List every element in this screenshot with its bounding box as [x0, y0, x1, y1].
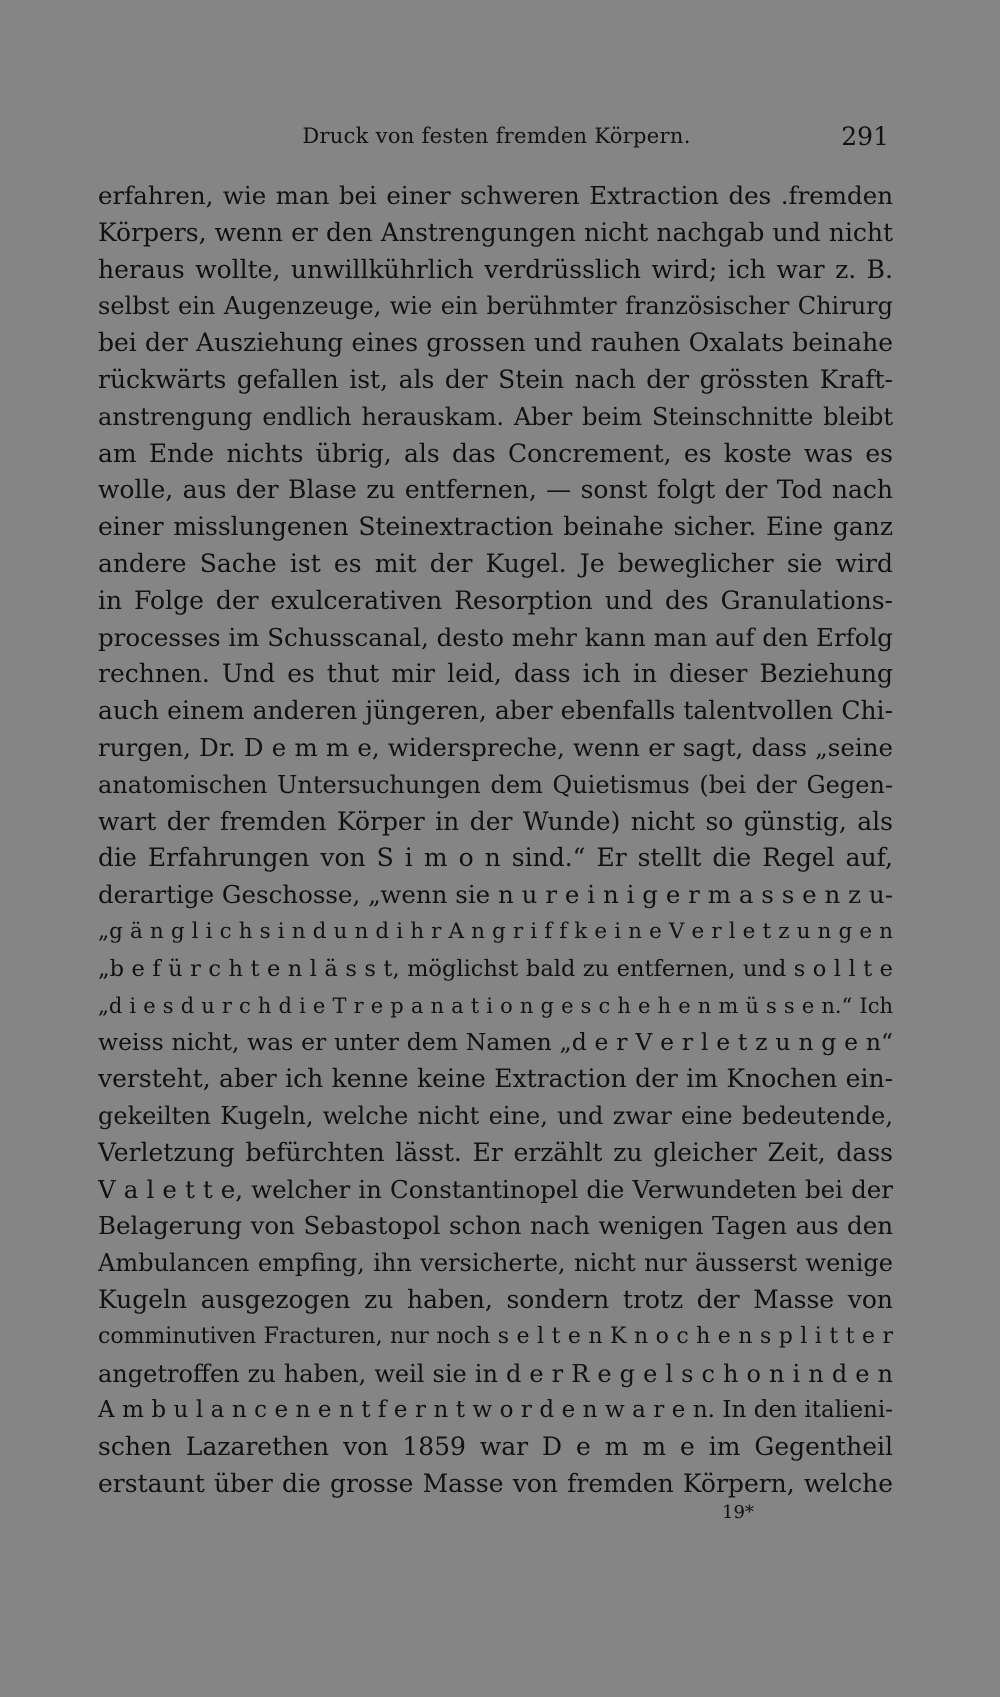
- text-line: weiss nicht, was er unter dem Namen „d e r V e r l e t z u n g e n“: [98, 1028, 893, 1057]
- text-line: schen Lazarethen von 1859 war D e m m e im Gegentheil: [98, 1432, 893, 1462]
- text-line: Belagerung von Sebastopol schon nach wenigen Tagen aus den: [98, 1211, 893, 1241]
- text-line: rurgen, Dr. D e m m e, widerspreche, wenn er sagt, dass „seine: [98, 732, 893, 762]
- text-line: rechnen. Und es thut mir leid, dass ich in dieser Beziehung: [98, 659, 893, 689]
- text-line: Verletzung befürchten lässt. Er erzählt zu gleicher Zeit, dass: [98, 1137, 893, 1167]
- text-line: rückwärts gefallen ist, als der Stein nach der grössten Kraft-: [98, 364, 893, 394]
- text-line: bei der Ausziehung eines grossen und rauhen Oxalats beinahe: [98, 328, 893, 358]
- text-line: auch einem anderen jüngeren, aber ebenfalls talentvollen Chi-: [98, 696, 893, 726]
- text-line: versteht, aber ich kenne keine Extraction der im Knochen ein-: [98, 1064, 893, 1094]
- page-number: 291: [841, 122, 889, 151]
- text-line: heraus wollte, unwillkührlich verdrüsslich wird; ich war z. B.: [98, 254, 893, 284]
- text-line: wolle, aus der Blase zu entfernen, — sonst folgt der Tod nach: [98, 475, 893, 505]
- running-head: [100, 122, 893, 154]
- text-line: „b e f ü r c h t e n l ä s s t, möglichst bald zu entfernen, und s o l l t e: [98, 955, 893, 982]
- page-title: Druck von festen fremden Körpern.: [302, 124, 691, 148]
- text-line: gekeilten Kugeln, welche nicht eine, und zwar eine bedeutende,: [98, 1101, 893, 1130]
- text-line: erstaunt über die grosse Masse von fremden Körpern, welche: [98, 1468, 893, 1498]
- text-line: anatomischen Untersuchungen dem Quietismus (bei der Gegen-: [98, 770, 893, 799]
- text-line: einer misslungenen Steinextraction beinahe sicher. Eine ganz: [98, 512, 893, 542]
- text-line: erfahren, wie man bei einer schweren Extraction des .fremden: [98, 181, 893, 210]
- body-text: [98, 178, 893, 1503]
- text-line: angetroffen zu haben, weil sie in d e r R e g e l s c h o n i n d e n: [98, 1359, 893, 1388]
- text-line: am Ende nichts übrig, als das Concrement, es koste was es: [98, 438, 893, 468]
- text-line: Körpers, wenn er den Anstrengungen nicht nachgab und nicht: [98, 217, 893, 247]
- text-line: selbst ein Augenzeuge, wie ein berühmter französischer Chirurg: [98, 292, 893, 321]
- text-line: „d i e s d u r c h d i e T r e p a n a t i o n g e s c h e h e n m ü s s e n.“ Ich: [98, 993, 893, 1018]
- text-line: andere Sache ist es mit der Kugel. Je beweglicher sie wird: [98, 548, 893, 578]
- text-line: in Folge der exulcerativen Resorption und des Granulations-: [98, 585, 893, 615]
- text-line: derartige Geschosse, „wenn sie n u r e i n i g e r m a s s e n z u-: [98, 880, 893, 910]
- text-line: „g ä n g l i c h s i n d u n d i h r A n g r i f f k e i n e V e r l e t z u n g e n: [98, 918, 893, 944]
- signature-mark: 19*: [722, 1502, 754, 1523]
- text-line: wart der fremden Körper in der Wunde) nicht so günstig, als: [98, 806, 893, 836]
- text-line: A m b u l a n c e n e n t f e r n t w o r d e n w a r e n. In den italieni-: [98, 1397, 893, 1424]
- text-line: processes im Schusscanal, desto mehr kann man auf den Erfolg: [98, 622, 893, 652]
- text-line: die Erfahrungen von S i m o n sind.“ Er stellt die Regel auf,: [98, 843, 893, 873]
- text-line: anstrengung endlich herauskam. Aber beim Steinschnitte bleibt: [98, 402, 893, 431]
- text-line: Ambulancen empfing, ihn versicherte, nicht nur äusserst wenige: [98, 1249, 893, 1278]
- text-line: V a l e t t e, welcher in Constantinopel die Verwundeten bei der: [98, 1174, 893, 1204]
- text-line: comminutiven Fracturen, nur noch s e l t e n K n o c h e n s p l i t t e r: [98, 1323, 893, 1349]
- text-line: Kugeln ausgezogen zu haben, sondern trotz der Masse von: [98, 1284, 893, 1314]
